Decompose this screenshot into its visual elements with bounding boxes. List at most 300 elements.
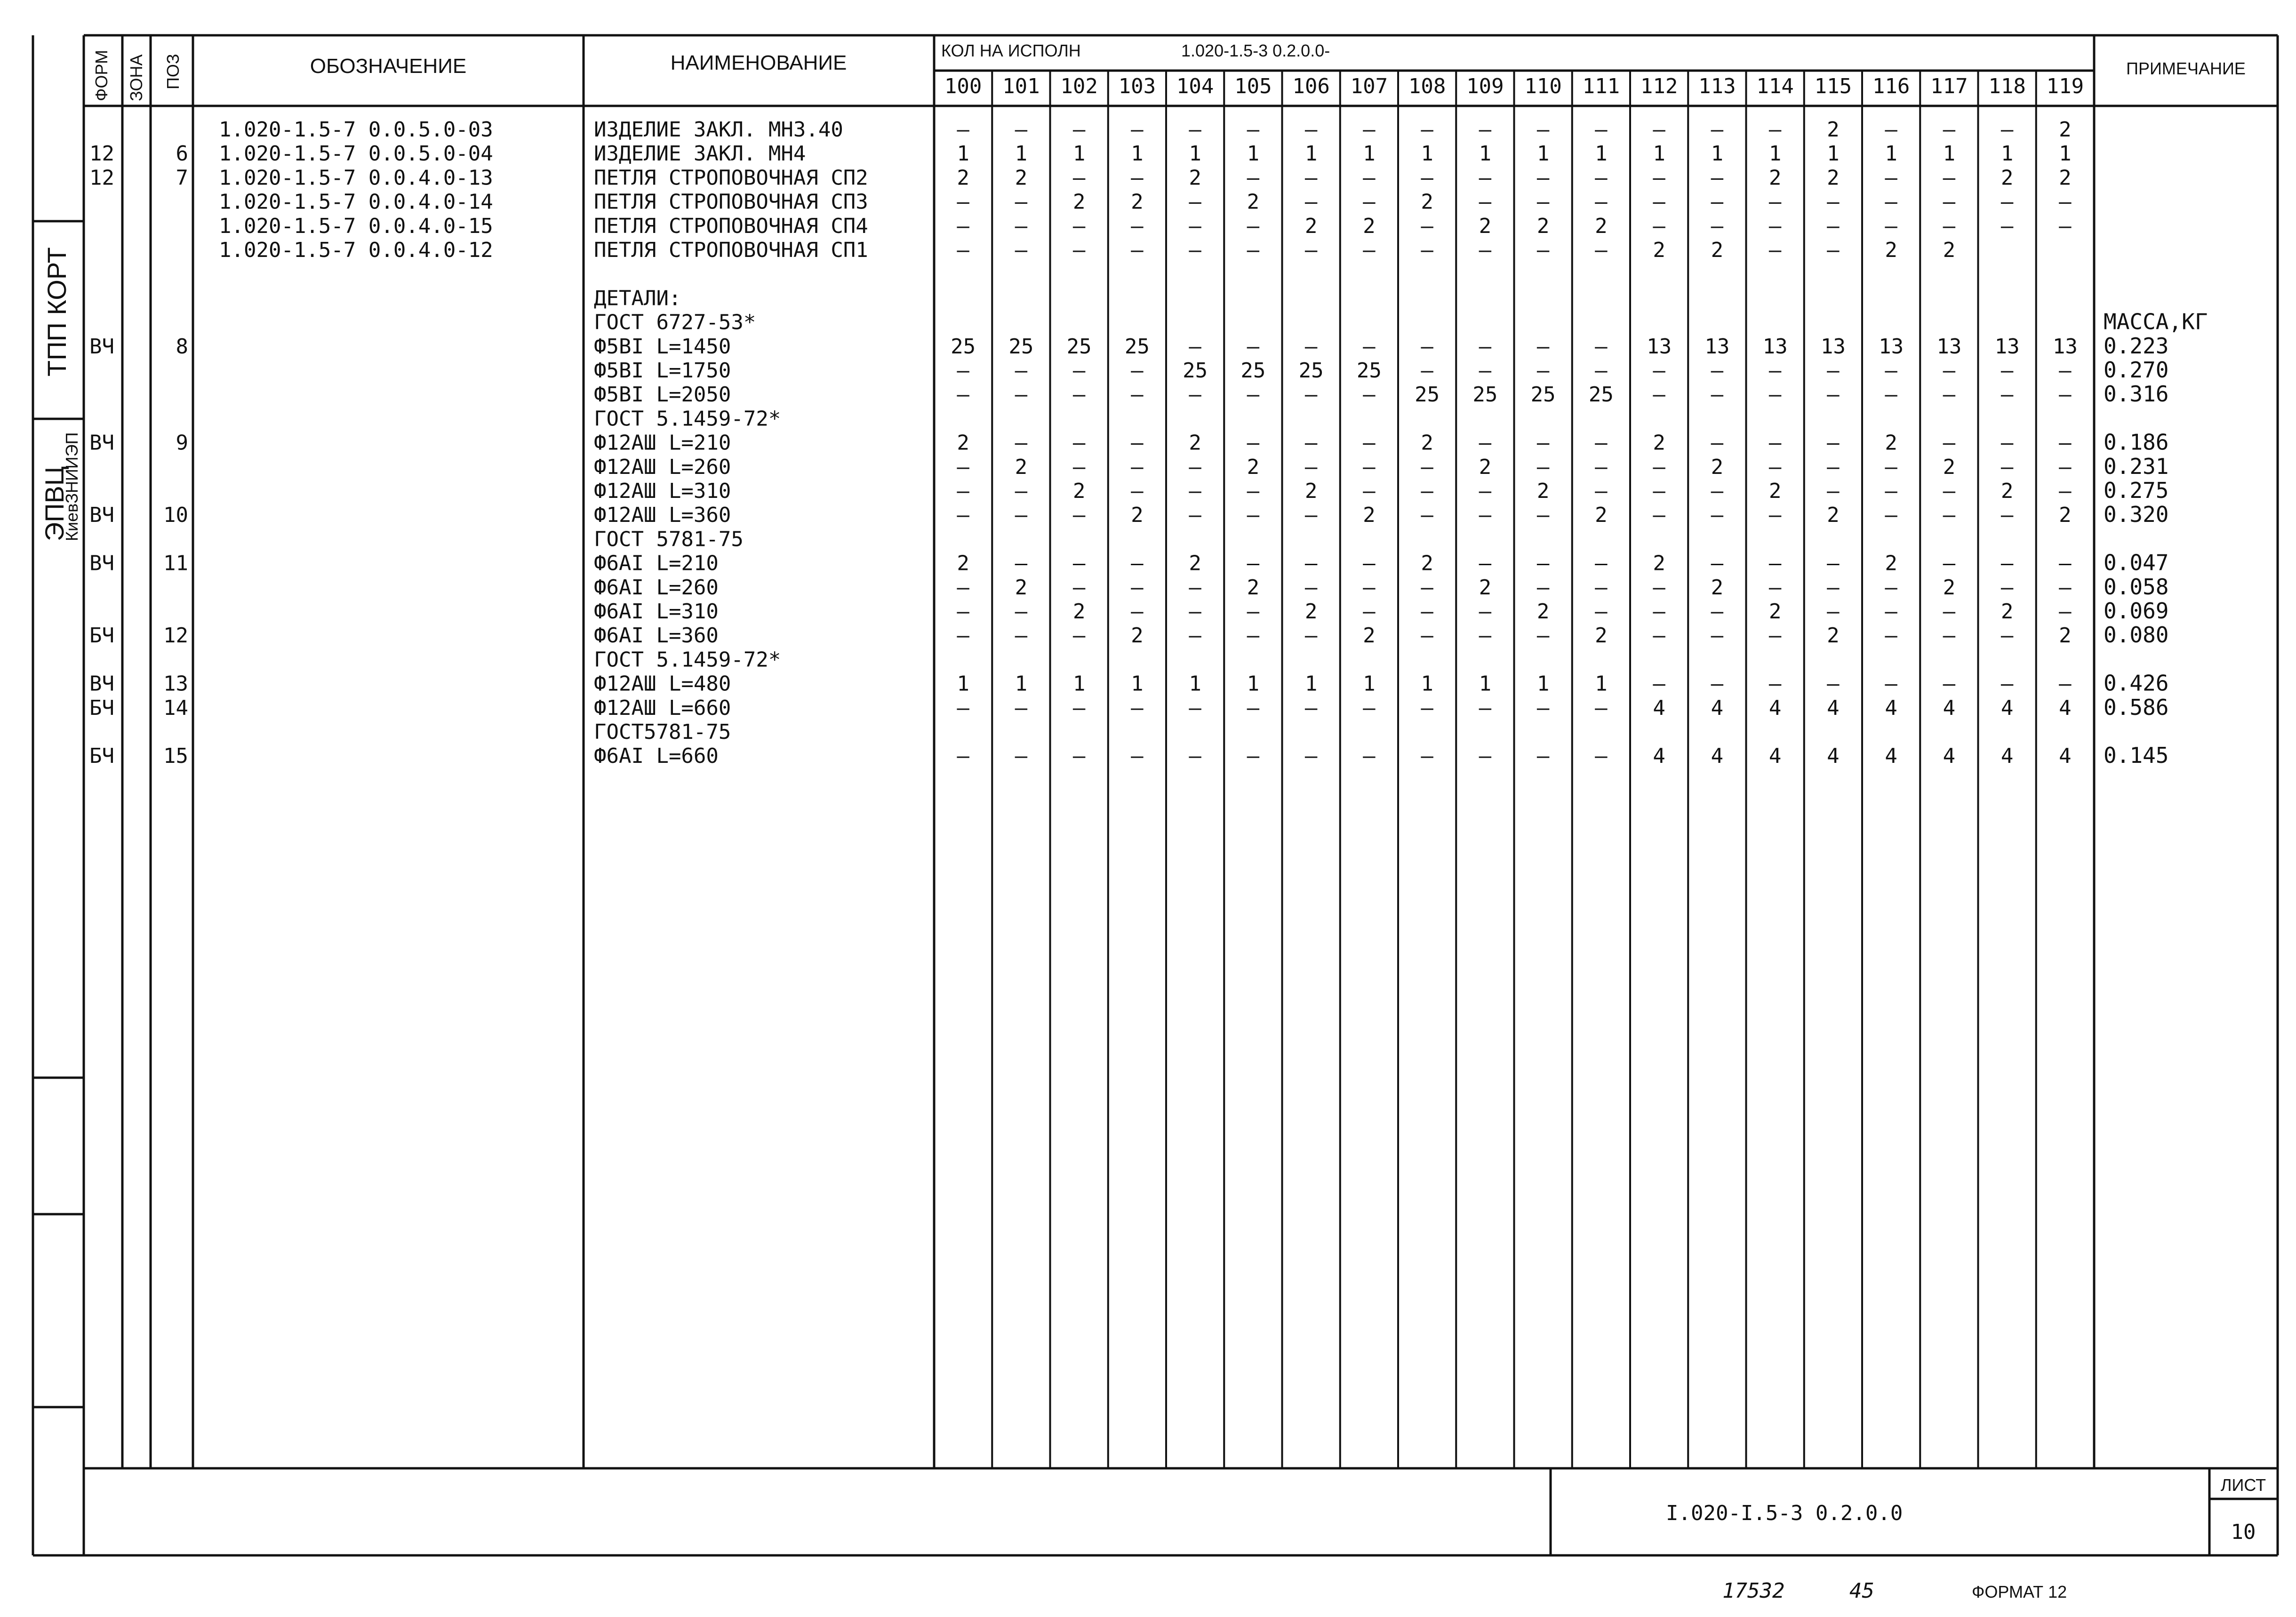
qty-cell: 4 [2059, 696, 2072, 720]
qty-cell: – [1827, 672, 1840, 696]
qty-cell: – [1885, 455, 1897, 479]
qty-cell: – [1304, 455, 1318, 479]
qty-cell: 2 [1536, 214, 1550, 238]
qty-cell: 2 [1131, 503, 1144, 528]
table-row [89, 671, 2168, 696]
qty-cell: 2 [1885, 238, 1897, 262]
qty-cell: – [1711, 672, 1724, 696]
qty-cell: – [1595, 455, 1608, 479]
qty-cell: – [1479, 503, 1492, 528]
qty-cell: – [1421, 624, 1433, 648]
row-designation: 1.020-1.5-7 0.0.4.0-12 [219, 238, 493, 262]
qty-cell: 4 [1827, 696, 1840, 720]
qty-cell: – [2000, 455, 2014, 479]
header-designation: ОБОЗНАЧЕНИЕ [310, 55, 467, 78]
row-name: ПЕТЛЯ СТРОПОВОЧНАЯ СП1 [594, 238, 868, 262]
row-form: ВЧ [89, 334, 114, 359]
qty-cell: – [1885, 503, 1897, 528]
qty-cell: 2 [1653, 431, 1665, 455]
qty-cell: – [1131, 455, 1144, 479]
row-form: БЧ [89, 624, 114, 648]
qty-cell: – [2059, 455, 2072, 479]
qty-cell: – [1827, 383, 1840, 407]
qty-cell: – [1479, 238, 1492, 262]
qty-cell: 1 [1015, 672, 1028, 696]
qty-cell: – [1304, 624, 1318, 648]
qty-cell: – [1304, 190, 1318, 214]
qty-cell: – [957, 359, 969, 383]
qty-cell: 2 [1885, 551, 1897, 576]
qty-cell: – [1189, 696, 1201, 720]
qty-cell: – [1363, 166, 1376, 190]
qty-cell: 2 [1595, 214, 1608, 238]
header-name: НАИМЕНОВАНИЕ [670, 51, 847, 74]
qty-cell: – [1304, 551, 1318, 576]
qty-cell: 2 [1072, 600, 1086, 624]
qty-cell: – [1072, 696, 1086, 720]
qty-column-header: 108 [1408, 74, 1446, 98]
qty-cell: 4 [1711, 696, 1724, 720]
qty-cell: – [1015, 383, 1028, 407]
qty-cell: 1 [1536, 672, 1550, 696]
qty-cell: 1 [1189, 672, 1201, 696]
qty-cell: – [2059, 383, 2072, 407]
table-row [89, 142, 2072, 166]
qty-cell: – [1885, 190, 1897, 214]
qty-cell: 4 [1653, 744, 1665, 768]
qty-cell: – [1189, 190, 1201, 214]
row-mass: 0.047 [2104, 550, 2169, 576]
header-qty-label: КОЛ НА ИСПОЛН [941, 41, 1081, 60]
qty-cell: – [1711, 190, 1724, 214]
qty-cell: – [1711, 383, 1724, 407]
qty-cell: 2 [2059, 503, 2072, 528]
qty-cell: – [1304, 334, 1318, 359]
table-row [594, 407, 781, 431]
qty-cell: 2 [1363, 503, 1376, 528]
row-form: БЧ [89, 744, 114, 768]
row-mass: 0.586 [2104, 694, 2169, 720]
qty-cell: – [1072, 744, 1086, 768]
qty-column-header: 102 [1060, 74, 1098, 98]
qty-cell: 2 [1827, 166, 1840, 190]
qty-cell: – [1131, 359, 1144, 383]
qty-cell: – [1536, 624, 1550, 648]
qty-cell: 2 [1943, 238, 1956, 262]
table-row [89, 502, 2168, 527]
qty-cell: – [1768, 455, 1782, 479]
qty-cell: – [1885, 624, 1897, 648]
qty-cell: – [1768, 359, 1782, 383]
qty-cell: – [957, 744, 969, 768]
qty-cell: – [1536, 455, 1550, 479]
qty-cell: – [1653, 118, 1665, 142]
qty-cell: 1 [1072, 672, 1086, 696]
qty-cell: – [1421, 166, 1433, 190]
qty-cell: 4 [1827, 744, 1840, 768]
qty-cell: – [1247, 479, 1260, 503]
qty-cell: – [1189, 238, 1201, 262]
row-name: Ф12АШ L=260 [594, 455, 731, 479]
qty-cell: – [957, 696, 969, 720]
qty-cell: – [1304, 166, 1318, 190]
qty-column-header: 111 [1582, 74, 1620, 98]
qty-cell: – [1131, 431, 1144, 455]
qty-cell: 1 [1363, 672, 1376, 696]
qty-cell: – [1711, 624, 1724, 648]
qty-cell: – [1943, 383, 1956, 407]
qty-cell: – [1768, 214, 1782, 238]
qty-column-header: 107 [1350, 74, 1388, 98]
qty-cell: – [1885, 359, 1897, 383]
row-designation: 1.020-1.5-7 0.0.5.0-03 [219, 118, 493, 142]
qty-cell: – [1015, 479, 1028, 503]
qty-cell: – [1595, 190, 1608, 214]
row-name: ГОСТ 5.1459-72* [594, 648, 781, 672]
qty-cell: – [1943, 166, 1956, 190]
qty-cell: – [1536, 551, 1550, 576]
qty-cell: – [1072, 238, 1086, 262]
qty-cell: – [957, 624, 969, 648]
qty-cell: 25 [1588, 383, 1614, 407]
qty-cell: 2 [1536, 479, 1550, 503]
qty-cell: – [1189, 600, 1201, 624]
qty-cell: 2 [1653, 238, 1665, 262]
qty-cell: – [1247, 431, 1260, 455]
qty-cell: 2 [957, 166, 969, 190]
qty-cell: – [957, 190, 969, 214]
qty-cell: – [1653, 359, 1665, 383]
table-row [594, 478, 2168, 503]
qty-cell: – [1885, 383, 1897, 407]
qty-cell: 4 [1943, 744, 1956, 768]
qty-cell: – [1653, 166, 1665, 190]
qty-cell: – [1304, 696, 1318, 720]
qty-cell: 13 [1762, 334, 1788, 359]
table-row [89, 166, 2072, 190]
qty-cell: 2 [2059, 118, 2072, 142]
qty-cell: – [1421, 238, 1433, 262]
qty-cell: 2 [1711, 455, 1724, 479]
qty-cell: – [1711, 503, 1724, 528]
qty-cell: 4 [1768, 696, 1782, 720]
row-name: Ф5ВI L=1750 [594, 359, 731, 383]
qty-cell: – [1131, 166, 1144, 190]
qty-cell: – [1247, 166, 1260, 190]
row-name: Ф12АШ L=210 [594, 431, 731, 455]
row-name: Ф5ВI L=2050 [594, 383, 731, 407]
qty-cell: 25 [1066, 334, 1092, 359]
row-position: 13 [163, 672, 188, 696]
qty-cell: – [1768, 383, 1782, 407]
qty-cell: – [1595, 575, 1608, 600]
qty-column-header: 114 [1756, 74, 1794, 98]
qty-cell: – [1189, 503, 1201, 528]
qty-cell: – [1015, 214, 1028, 238]
qty-cell: 1 [1479, 672, 1492, 696]
table-row [89, 695, 2168, 720]
qty-cell: 2 [1943, 575, 1956, 600]
qty-cell: – [1827, 575, 1840, 600]
qty-cell: – [1015, 624, 1028, 648]
qty-cell: 1 [1421, 142, 1433, 166]
qty-cell: – [1768, 575, 1782, 600]
qty-column-header: 104 [1176, 74, 1214, 98]
qty-cell: 1 [1247, 672, 1260, 696]
qty-cell: 1 [1072, 142, 1086, 166]
qty-cell: 2 [1421, 551, 1433, 576]
qty-cell: – [1536, 575, 1550, 600]
row-form: ВЧ [89, 503, 114, 528]
qty-cell: – [957, 455, 969, 479]
qty-cell: 1 [1421, 672, 1433, 696]
qty-cell: 2 [1595, 503, 1608, 528]
qty-cell: 2 [1015, 455, 1028, 479]
qty-cell: – [1885, 672, 1897, 696]
qty-cell: – [1768, 551, 1782, 576]
qty-cell: – [1131, 383, 1144, 407]
qty-cell: – [1768, 238, 1782, 262]
qty-cell: – [957, 479, 969, 503]
qty-cell: – [1711, 551, 1724, 576]
qty-column-header: 113 [1698, 74, 1736, 98]
qty-cell: – [1189, 383, 1201, 407]
qty-cell: 2 [1595, 624, 1608, 648]
qty-cell: 2 [1885, 431, 1897, 455]
qty-cell: 2 [2000, 600, 2014, 624]
qty-cell: 2 [1827, 118, 1840, 142]
qty-cell: 2 [1304, 600, 1318, 624]
qty-cell: – [1304, 744, 1318, 768]
qty-cell: – [1536, 431, 1550, 455]
qty-cell: – [1711, 479, 1724, 503]
row-mass: 0.426 [2104, 670, 2169, 696]
qty-cell: 1 [2000, 142, 2014, 166]
qty-cell: 2 [1653, 551, 1665, 576]
qty-cell: 1 [1479, 142, 1492, 166]
qty-cell: – [1304, 383, 1318, 407]
qty-cell: – [1827, 238, 1840, 262]
qty-cell: 25 [1183, 359, 1208, 383]
qty-cell: – [1827, 551, 1840, 576]
row-form: ВЧ [89, 551, 114, 576]
qty-cell: 1 [1189, 142, 1201, 166]
qty-cell: – [2000, 672, 2014, 696]
qty-cell: 2 [957, 551, 969, 576]
specification-rows [89, 118, 2208, 768]
qty-cell: – [1595, 431, 1608, 455]
qty-cell: 1 [1304, 142, 1318, 166]
qty-cell: – [1131, 600, 1144, 624]
qty-cell: – [1421, 455, 1433, 479]
qty-cell: – [1015, 190, 1028, 214]
qty-cell: – [2000, 551, 2014, 576]
qty-cell: 2 [1072, 190, 1086, 214]
table-row [594, 574, 2168, 600]
qty-cell: – [1015, 431, 1028, 455]
qty-cell: – [1247, 118, 1260, 142]
qty-cell: – [1363, 334, 1376, 359]
qty-cell: – [1653, 600, 1665, 624]
row-name: Ф12АШ L=480 [594, 672, 731, 696]
qty-cell: 1 [1595, 142, 1608, 166]
qty-column-header: 119 [2046, 74, 2084, 98]
side-dept: ТПП КОРТ [42, 247, 72, 376]
qty-cell: 1 [1536, 142, 1550, 166]
qty-cell: – [1595, 359, 1608, 383]
qty-cell: – [1072, 214, 1086, 238]
qty-cell: – [957, 575, 969, 600]
qty-cell: – [1653, 383, 1665, 407]
qty-cell: 2 [1304, 214, 1318, 238]
row-designation: 1.020-1.5-7 0.0.4.0-15 [219, 214, 493, 238]
qty-cell: 25 [951, 334, 976, 359]
qty-cell: 13 [1879, 334, 1904, 359]
qty-cell: – [2000, 214, 2014, 238]
qty-cell: – [1189, 334, 1201, 359]
qty-cell: – [2059, 672, 2072, 696]
qty-cell: 2 [2000, 166, 2014, 190]
qty-cell: – [1768, 672, 1782, 696]
qty-cell: 2 [1247, 190, 1260, 214]
qty-cell: – [1015, 744, 1028, 768]
row-name: Ф12АШ L=360 [594, 503, 731, 528]
row-mass: 0.069 [2104, 598, 2169, 624]
row-mass: 0.270 [2104, 357, 2169, 383]
qty-cell: – [1653, 503, 1665, 528]
qty-cell: – [1247, 503, 1260, 528]
qty-cell: – [1363, 744, 1376, 768]
qty-cell: – [1711, 431, 1724, 455]
qty-cell: 2 [1015, 575, 1028, 600]
qty-cell: 2 [1189, 166, 1201, 190]
qty-column-header: 109 [1466, 74, 1504, 98]
row-mass: 0.231 [2104, 453, 2169, 479]
qty-cell: – [1653, 190, 1665, 214]
qty-cell: – [1595, 551, 1608, 576]
qty-cell: – [1595, 696, 1608, 720]
qty-cell: – [1072, 575, 1086, 600]
qty-cell: – [1363, 575, 1376, 600]
qty-cell: – [1536, 118, 1550, 142]
qty-cell: – [1595, 166, 1608, 190]
qty-cell: – [1363, 600, 1376, 624]
qty-cell: 4 [1653, 696, 1665, 720]
qty-cell: – [957, 600, 969, 624]
qty-cell: – [1653, 575, 1665, 600]
qty-cell: 2 [1479, 455, 1492, 479]
qty-cell: 25 [1530, 383, 1556, 407]
row-form: 12 [89, 142, 114, 166]
row-position: 6 [176, 142, 188, 166]
table-row [594, 309, 2208, 335]
qty-cell: – [1247, 551, 1260, 576]
archive-sheet: 45 [1849, 1579, 1874, 1603]
qty-cell: – [2059, 431, 2072, 455]
format-label: ФОРМАТ 12 [1972, 1582, 2067, 1601]
qty-cell: 2 [1072, 479, 1086, 503]
row-form: ВЧ [89, 672, 114, 696]
qty-cell: – [1363, 479, 1376, 503]
qty-cell: – [1189, 118, 1201, 142]
qty-cell: – [1827, 431, 1840, 455]
qty-cell: – [1479, 600, 1492, 624]
table-row [219, 190, 2072, 214]
qty-cell: 13 [1936, 334, 1962, 359]
qty-cell: – [1536, 503, 1550, 528]
qty-cell: 2 [1536, 600, 1550, 624]
qty-cell: – [1711, 359, 1724, 383]
qty-cell: – [1189, 479, 1201, 503]
qty-cell: 25 [1240, 359, 1266, 383]
row-mass: 0.058 [2104, 574, 2169, 600]
qty-cell: 4 [1885, 744, 1897, 768]
qty-cell: – [1072, 455, 1086, 479]
row-mass: 0.316 [2104, 381, 2169, 407]
qty-cell: – [1421, 696, 1433, 720]
row-position: 15 [163, 744, 188, 768]
table-row [594, 598, 2168, 624]
row-position: 10 [163, 503, 188, 528]
qty-column-header: 110 [1524, 74, 1562, 98]
row-name: ПЕТЛЯ СТРОПОВОЧНАЯ СП4 [594, 214, 868, 238]
row-position: 14 [163, 696, 188, 720]
table-row [594, 381, 2168, 407]
qty-cell: 1 [957, 672, 969, 696]
qty-cell: – [1653, 214, 1665, 238]
qty-cell: – [1943, 624, 1956, 648]
row-form: ВЧ [89, 431, 114, 455]
qty-cell: – [1827, 600, 1840, 624]
qty-cell: 2 [1711, 238, 1724, 262]
qty-cell: – [1072, 166, 1086, 190]
table-row [89, 743, 2168, 768]
qty-cell: – [1943, 118, 1956, 142]
qty-column-header: 106 [1292, 74, 1330, 98]
qty-cell: 25 [1472, 383, 1498, 407]
sheet-label: ЛИСТ [2220, 1475, 2266, 1495]
qty-cell: – [2059, 190, 2072, 214]
qty-cell: 25 [1298, 359, 1324, 383]
qty-cell: – [1595, 600, 1608, 624]
qty-cell: – [1189, 575, 1201, 600]
qty-cell: – [1072, 359, 1086, 383]
qty-cell: 2 [1768, 600, 1782, 624]
qty-cell: – [1943, 359, 1956, 383]
qty-cell: 25 [1008, 334, 1034, 359]
qty-cell: – [2059, 479, 2072, 503]
qty-cell: 2 [957, 431, 969, 455]
qty-cell: – [1479, 118, 1492, 142]
qty-cell: – [1131, 118, 1144, 142]
qty-cell: – [1479, 551, 1492, 576]
qty-column-header: 101 [1002, 74, 1040, 98]
qty-cell: – [1247, 214, 1260, 238]
side-stamp [40, 247, 81, 541]
qty-cell: – [2000, 359, 2014, 383]
qty-column-header: 103 [1118, 74, 1156, 98]
qty-column-header: 118 [1988, 74, 2026, 98]
row-name: Ф12АШ L=310 [594, 479, 731, 503]
table-row [594, 454, 2168, 479]
header-qty-code: 1.020-1.5-3 0.2.0.0- [1181, 41, 1330, 60]
row-name: Ф12АШ L=660 [594, 696, 731, 720]
table-row [219, 238, 1955, 262]
row-mass: 0.186 [2104, 429, 2169, 455]
row-name: ИЗДЕЛИЕ ЗАКЛ. МН3.40 [594, 118, 843, 142]
qty-cell: – [1363, 455, 1376, 479]
qty-cell: 13 [1820, 334, 1846, 359]
